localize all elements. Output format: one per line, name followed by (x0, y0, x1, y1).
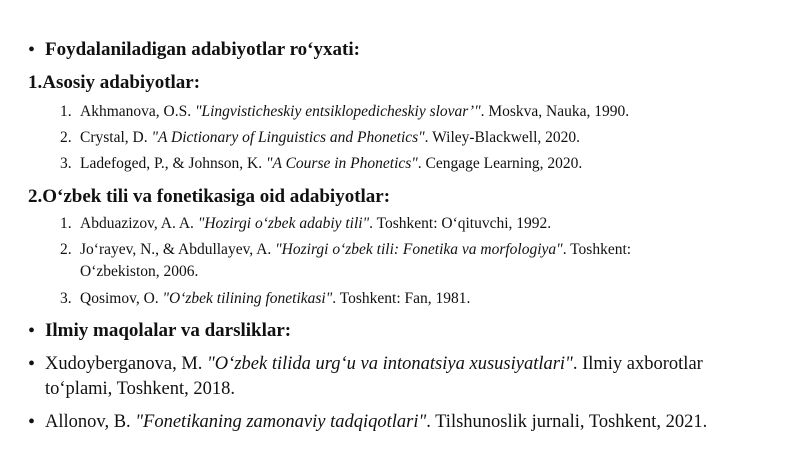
bullet-icon: • (28, 320, 36, 342)
bullet-icon: • (28, 411, 36, 433)
list-item: 3. Ladefoged, P., & Johnson, K. "A Course in Phonetics". Cengage Learning, 2020. (60, 155, 583, 172)
bullet-icon: • (28, 353, 36, 375)
list-item: 1. Abduazizov, A. A. "Hozirgi o‘zbek adabiy tili". Toshkent: O‘qituvchi, 1992. (60, 215, 552, 232)
article-item-continuation: to‘plami, Toshkent, 2018. (45, 379, 236, 399)
references-heading: Foydalaniladigan adabiyotlar ro‘yxati: (45, 39, 360, 60)
list-item: 3. Qosimov, O. "O‘zbek tilining fonetikasi". Toshkent: Fan, 1981. (60, 290, 471, 307)
article-item: Allonov, B. "Fonetikaning zamonaviy tadqiqotlari". Tilshunoslik jurnali, Toshkent, 2021. (45, 412, 708, 432)
section-title-basic: 1.Asosiy adabiyotlar: (28, 72, 201, 93)
list-item: 2. Jo‘rayev, N., & Abdullayev, A. "Hozirgi o‘zbek tili: Fonetika va morfologiya". Toshkent: (60, 241, 632, 258)
list-item: 2. Crystal, D. "A Dictionary of Linguistics and Phonetics". Wiley-Blackwell, 2020. (60, 129, 581, 146)
list-item: 1. Akhmanova, O.S. "Lingvisticheskiy entsiklopedicheskiy slovar’". Moskva, Nauka, 1990. (60, 103, 630, 120)
articles-heading: Ilmiy maqolalar va darsliklar: (45, 320, 292, 341)
article-item: Xudoyberganova, M. "O‘zbek tilida urg‘u va intonatsiya xususiyatlari". Ilmiy axborotlar (45, 354, 703, 374)
bullet-icon: • (28, 39, 36, 61)
section-title-uzbek: 2.O‘zbek tili va fonetikasiga oid adabiyotlar: (28, 186, 391, 207)
list-item-continuation: O‘zbekiston, 2006. (80, 263, 199, 280)
